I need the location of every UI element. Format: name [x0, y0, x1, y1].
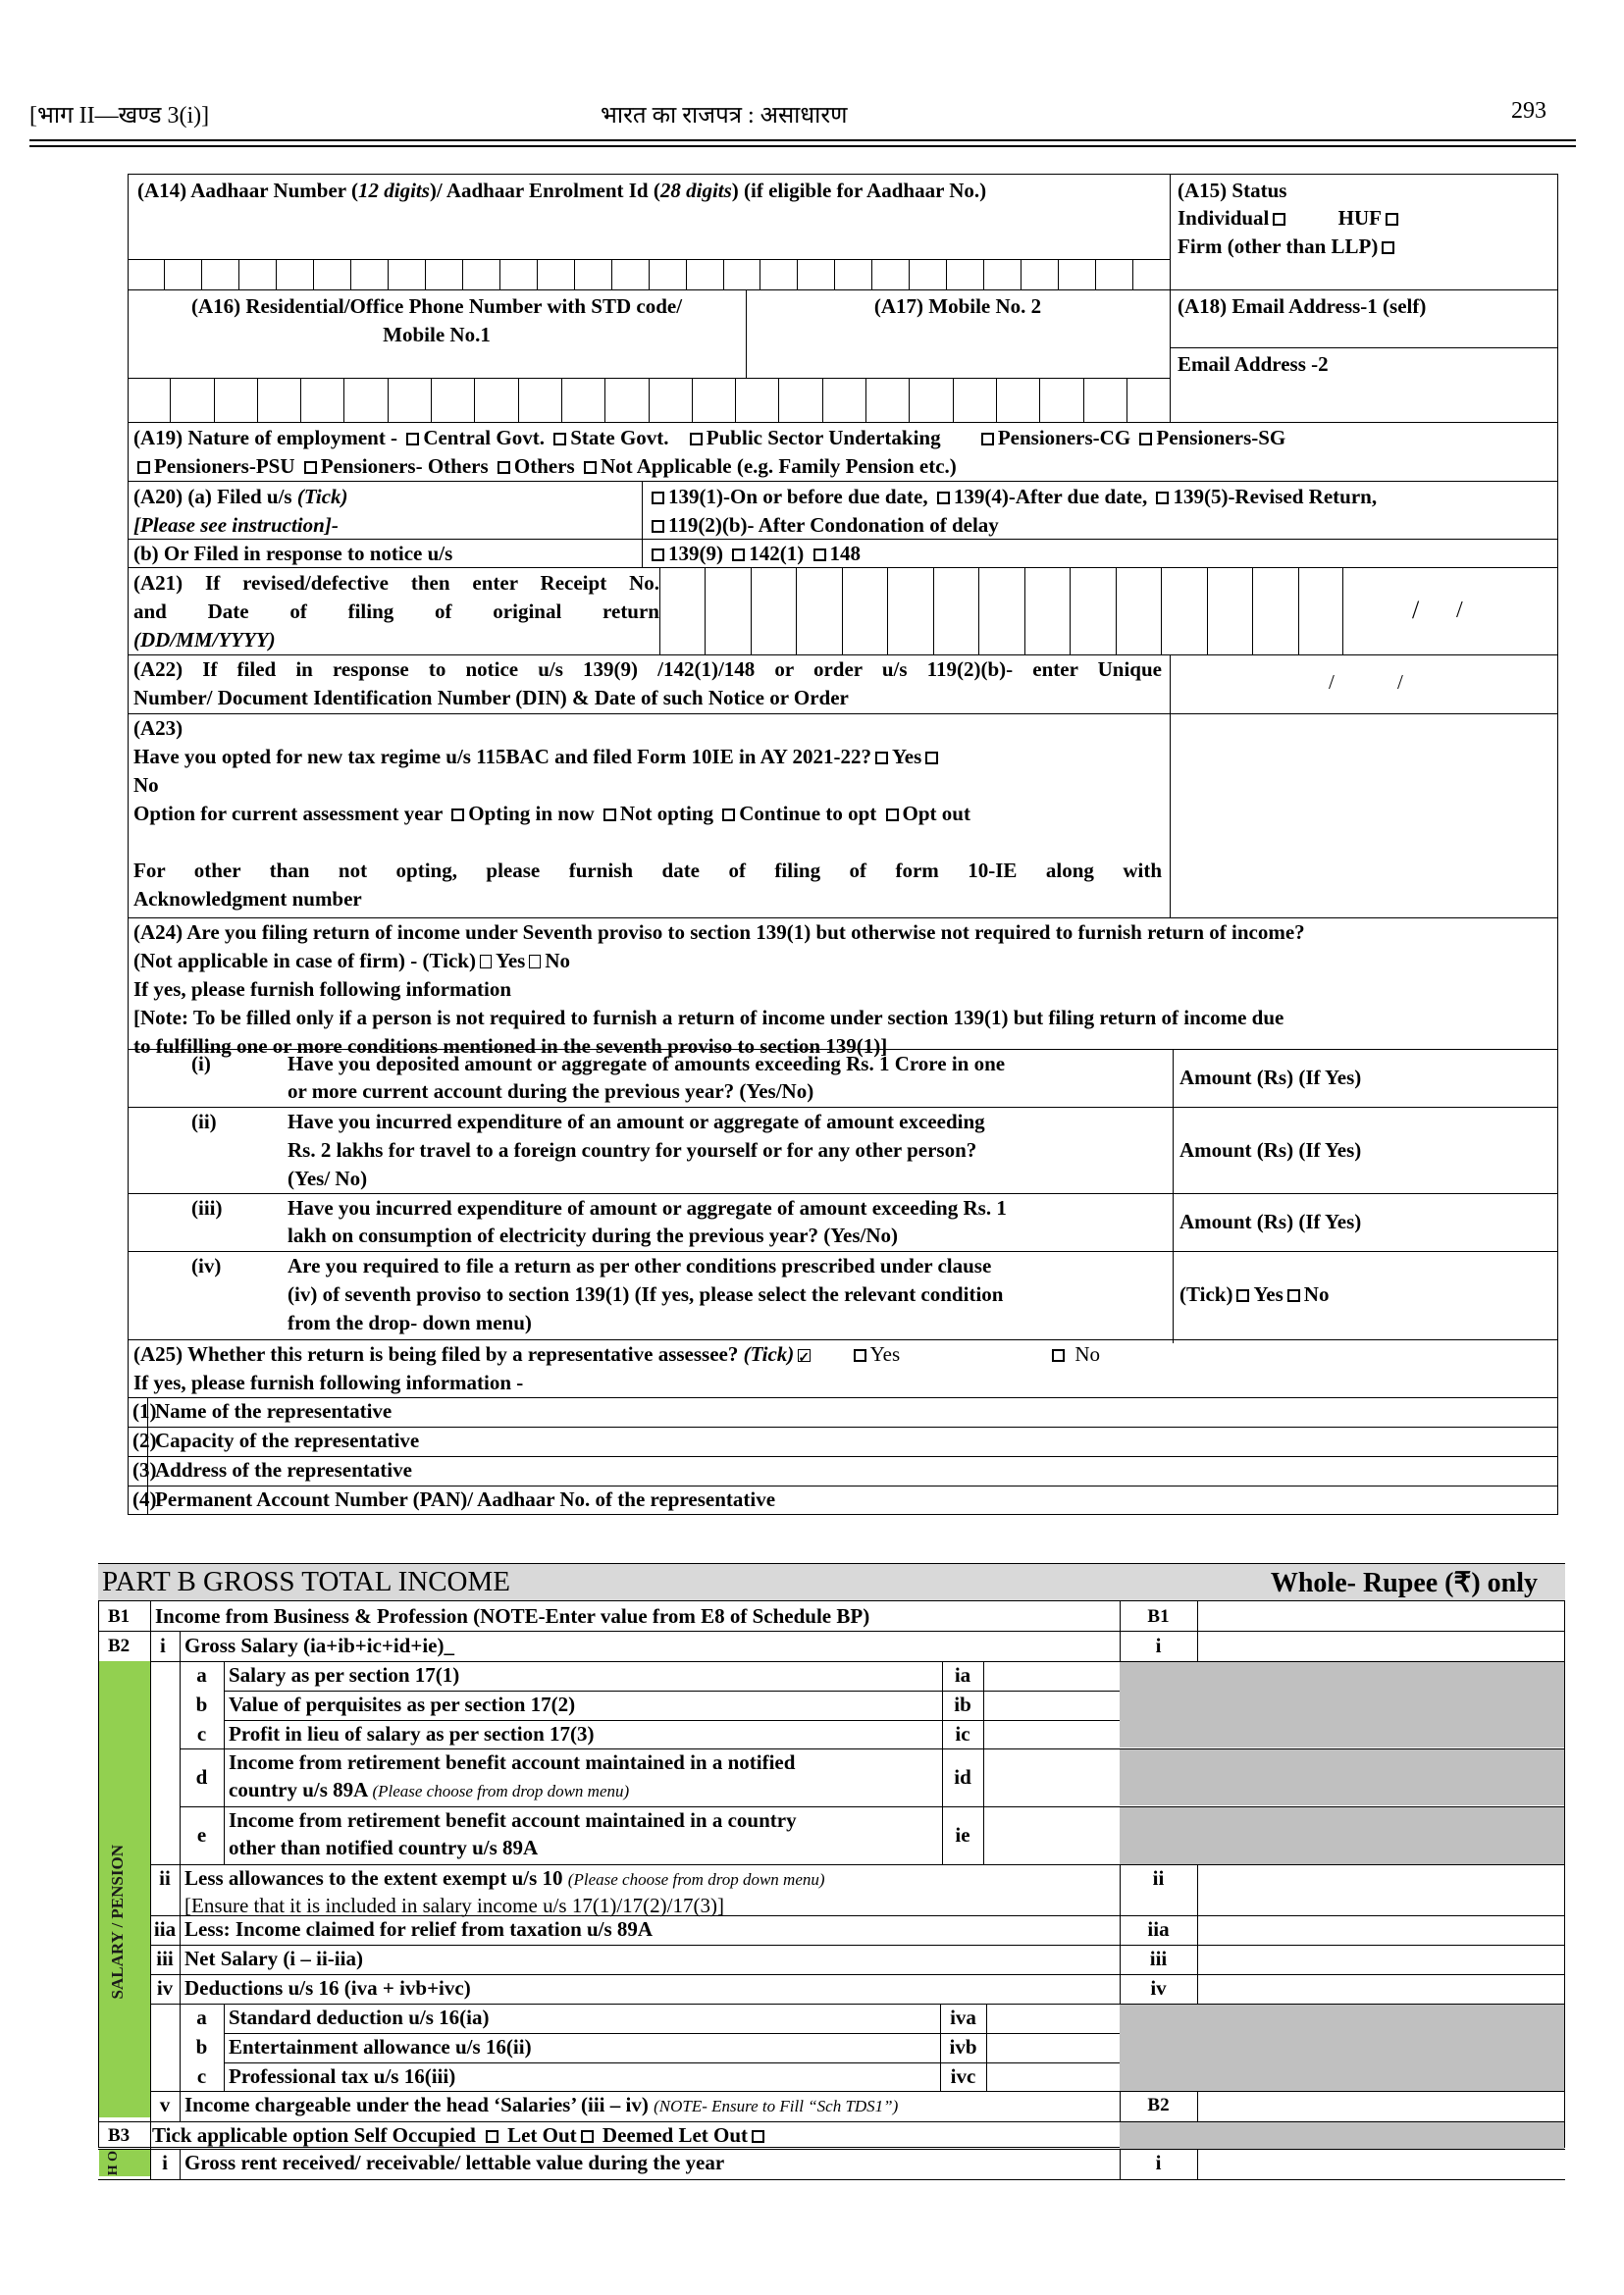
- perquisites-input[interactable]: [985, 1692, 1119, 1718]
- retirement-other-input[interactable]: [985, 1807, 1119, 1862]
- pensioners-others-checkbox[interactable]: [304, 461, 317, 474]
- others-checkbox[interactable]: [498, 461, 510, 474]
- currency-note: Whole- Rupee (₹) only: [1270, 1568, 1538, 1598]
- pensioners-cg-checkbox[interactable]: [981, 433, 994, 445]
- b1-label: Income from Business & Profession (NOTE-Enter value from E8 of Schedule BP): [155, 1604, 870, 1628]
- representative-capacity-row[interactable]: (2) Capacity of the representative: [132, 1429, 420, 1452]
- a24-item-iii: (iii) Have you incurred expenditure of amount or aggregate of amount exceeding Rs. 1 lakh on consumption of electricity during the previous year? (Yes/No) Amount (Rs) (If Yes): [191, 1196, 1362, 1247]
- gross-rent-input[interactable]: [1199, 2150, 1562, 2177]
- email-2-label: Email Address -2: [1178, 352, 1329, 376]
- deductions-16-row: iv Deductions u/s 16 (iva + ivb+ivc) iv: [150, 1974, 1565, 2004]
- a23-label: (A23): [133, 716, 183, 740]
- standard-deduction-input[interactable]: [988, 2005, 1119, 2031]
- part-b-title: PART B GROSS TOTAL INCOME: [102, 1566, 510, 1597]
- continue-to-opt-checkbox[interactable]: [722, 808, 735, 821]
- a20b-label: (b) Or Filed in response to notice u/s: [133, 542, 453, 565]
- a25-question: (A25) Whether this return is being filed by a representative assessee? (Tick) ✓ Yes No: [133, 1340, 1556, 1369]
- allowances-exempt-row: ii Less allowances to the extent exempt u/s 10 (Please choose from drop down menu) [Ensure that it is included in salary income u/s 17(1)/17(2)/17(3)] ii: [150, 1864, 1565, 1923]
- a25-yes-checkbox[interactable]: [854, 1349, 866, 1362]
- perquisites-row: b Value of perquisites as per section 17(2) ib: [180, 1691, 1120, 1720]
- filed-139-5-checkbox[interactable]: [1156, 492, 1169, 504]
- a25-no-checkbox[interactable]: [1052, 1349, 1065, 1362]
- gross-rent-row: i Gross rent received/ receivable/ lettable value during the year i: [150, 2149, 1565, 2179]
- filed-139-1-checkbox[interactable]: [652, 492, 664, 504]
- entertainment-allowance-row: b Entertainment allowance u/s 16(ii) ivb: [180, 2033, 1120, 2062]
- original-return-date-input[interactable]: / /: [1342, 568, 1556, 654]
- page-header-section: [भाग II—खण्ड 3(i)]: [29, 103, 210, 129]
- standard-deduction-row: a Standard deduction u/s 16(ia) iva: [180, 2004, 1120, 2033]
- huf-checkbox[interactable]: [1386, 213, 1398, 226]
- a25-tick-checkbox[interactable]: [798, 1349, 811, 1362]
- a17-label: (A17) Mobile No. 2: [873, 294, 1042, 318]
- a24-no-checkbox[interactable]: [529, 955, 541, 968]
- a18-label: (A18) Email Address-1 (self): [1178, 294, 1427, 318]
- gross-salary-label: Gross Salary (ia+ib+ic+id+ie)_: [184, 1634, 454, 1657]
- gross-salary-input[interactable]: [1199, 1633, 1562, 1660]
- a23-new-regime-question: Have you opted for new tax regime u/s 115BAC and filed Form 10IE in AY 2021-22? Yes: [133, 743, 1164, 771]
- salary-17-1-row: a Salary as per section 17(1) ia: [180, 1661, 1120, 1691]
- net-salary-row: iii Net Salary (i – ii-iia) iii: [150, 1945, 1565, 1974]
- relief-89a-row: iia Less: Income claimed for relief from taxation u/s 89A iia: [150, 1915, 1565, 1945]
- representative-address-row[interactable]: (3) Address of the representative: [132, 1458, 412, 1482]
- a14-label: (A14) Aadhaar Number (12 digits)/ Aadhaar Enrolment Id (28 digits) (if eligible for Aadhaar No.): [137, 179, 987, 202]
- profit-lieu-salary-row: c Profit in lieu of salary as per section 17(3) ic: [180, 1720, 1120, 1749]
- aadhaar-number-cells[interactable]: [128, 260, 1170, 289]
- retirement-notified-input[interactable]: [985, 1749, 1119, 1804]
- a24-tick: (Not applicable in case of firm) - (Tick) Yes No: [133, 949, 570, 972]
- state-govt-checkbox[interactable]: [553, 433, 566, 445]
- a20-filed-options: 139(1)-On or before due date, 139(4)-After due date, 139(5)-Revised Return,: [648, 483, 1377, 511]
- filed-119-2b-checkbox[interactable]: [652, 520, 664, 533]
- notice-142-1-checkbox[interactable]: [732, 548, 745, 561]
- notice-din-date-input[interactable]: / /: [1329, 670, 1403, 694]
- a24-item-iv: (iv) Are you required to file a return as per other conditions prescribed under clause (iv) of seventh proviso to section 139(1) (If yes, please select the relevant condition from the drop- down menu) (Tick) Yes No: [191, 1254, 1330, 1334]
- a19-employment-options: (A19) Nature of employment - Central Govt. State Govt. Public Sector Undertaking Pensioners-CG Pensioners-SG: [133, 426, 1286, 449]
- receipt-number-cells[interactable]: [659, 568, 1343, 654]
- pensioners-psu-checkbox[interactable]: [137, 461, 150, 474]
- professional-tax-input[interactable]: [988, 2063, 1119, 2090]
- form-10ie-date-ack-input[interactable]: [1172, 715, 1556, 915]
- notice-139-9-checkbox[interactable]: [652, 548, 664, 561]
- b1-code: B1: [108, 1606, 131, 1627]
- a16-label: (A16) Residential/Office Phone Number with STD code/ Mobile No.1: [190, 294, 683, 346]
- page-header-title: भारत का राजपत्र : असाधारण: [601, 103, 848, 129]
- a20-instruction: [Please see instruction]-: [133, 513, 339, 537]
- relief-89a-input[interactable]: [1199, 1916, 1562, 1943]
- self-occupied-checkbox[interactable]: [486, 2130, 498, 2143]
- a24-iv-yes-checkbox[interactable]: [1236, 1289, 1249, 1302]
- net-salary-input[interactable]: [1199, 1946, 1562, 1972]
- phone-mobile-cells[interactable]: [128, 379, 1170, 422]
- notice-148-checkbox[interactable]: [813, 548, 826, 561]
- house-property-option-row: B3 Tick applicable option Self Occupied Let Out Deemed Let Out: [98, 2121, 1120, 2149]
- retirement-notified-row: d Income from retirement benefit account maintained in a notified country u/s 89A (Please choose from drop down menu) id: [180, 1748, 1120, 1805]
- opting-in-now-checkbox[interactable]: [451, 808, 464, 821]
- page-number: 293: [1511, 98, 1546, 124]
- allowances-exempt-input[interactable]: [1199, 1865, 1562, 1921]
- filed-139-4-checkbox[interactable]: [937, 492, 950, 504]
- deductions-16-input[interactable]: [1199, 1975, 1562, 2002]
- a24-question: (A24) Are you filing return of income under Seventh proviso to section 139(1) but otherwise not required to furnish return of income?: [133, 920, 1305, 944]
- central-govt-checkbox[interactable]: [406, 433, 419, 445]
- a15-status-options: Individual HUF: [1178, 204, 1402, 233]
- b2-code: B2: [108, 1636, 131, 1656]
- professional-tax-row: c Professional tax u/s 16(iii) ivc: [180, 2062, 1120, 2092]
- a24-iv-no-checkbox[interactable]: [1287, 1289, 1300, 1302]
- psu-checkbox[interactable]: [690, 433, 703, 445]
- a24-yes-checkbox[interactable]: [480, 955, 492, 968]
- header-rule-bottom: [29, 145, 1576, 147]
- a15-label: (A15) Status: [1178, 179, 1287, 202]
- pensioners-sg-checkbox[interactable]: [1139, 433, 1152, 445]
- not-opting-checkbox[interactable]: [603, 808, 616, 821]
- a20b-notice-options: 139(9) 142(1) 148: [648, 540, 861, 568]
- part-b-title-bar: [98, 1563, 1565, 1601]
- a23-no-checkbox[interactable]: [925, 752, 938, 764]
- individual-checkbox[interactable]: [1273, 213, 1285, 226]
- a24-note: [Note: To be filled only if a person is not required to furnish a return of income under section 139(1) but filing return of income due: [133, 1006, 1284, 1029]
- opt-out-checkbox[interactable]: [886, 808, 899, 821]
- a24-item-i: (i) Have you deposited amount or aggregate of amounts exceeding Rs. 1 Crore in one or more current account during the previous year? (Yes/No) Amount (Rs) (If Yes): [191, 1052, 1362, 1103]
- header-rule-top: [29, 139, 1576, 141]
- a20-label: (A20) (a) Filed u/s (Tick): [133, 485, 348, 508]
- ho-label: H O: [106, 2151, 121, 2176]
- a23-yes-checkbox[interactable]: [875, 752, 888, 764]
- profit-lieu-salary-input[interactable]: [985, 1721, 1119, 1747]
- a22-label: (A22) If filed in response to notice u/s 139(9) /142(1)/148 or order u/s 119(2)(b)- enter Unique: [133, 657, 1162, 681]
- not-applicable-checkbox[interactable]: [584, 461, 597, 474]
- let-out-checkbox[interactable]: [581, 2130, 594, 2143]
- income-chargeable-salaries-row: v Income chargeable under the head ‘Salaries’ (iii – iv) (NOTE- Ensure to Fill “Sch TDS1”) B2: [150, 2091, 1565, 2121]
- representative-name-row[interactable]: (1) Name of the representative: [132, 1399, 393, 1423]
- salary-17-1-input[interactable]: [985, 1662, 1119, 1689]
- a24-item-ii: (ii) Have you incurred expenditure of an amount or aggregate of amount exceeding Rs. 2 lakhs for travel to a foreign country for yourself or for any other person? (Yes/ No) Amount (Rs) (If Yes): [191, 1110, 1362, 1190]
- retirement-other-row: e Income from retirement benefit account maintained in a country other than notified country u/s 89A ie: [180, 1806, 1120, 1864]
- firm-checkbox[interactable]: [1382, 241, 1394, 254]
- deemed-let-out-checkbox[interactable]: [752, 2130, 764, 2143]
- income-chargeable-salaries-input[interactable]: [1199, 2092, 1562, 2119]
- b1-amount-input[interactable]: [1199, 1602, 1562, 1630]
- representative-pan-row[interactable]: (4) Permanent Account Number (PAN)/ Aadhaar No. of the representative: [132, 1487, 776, 1511]
- entertainment-allowance-input[interactable]: [988, 2034, 1119, 2060]
- salary-pension-label: SALARY / PENSION: [108, 1845, 127, 2000]
- a21-label: (A21) If revised/defective then enter Receipt No. and Date of filing of original return: [133, 571, 659, 623]
- a23-option-current-year: Option for current assessment year Opting in now Not opting Continue to opt Opt out: [133, 802, 970, 825]
- email-input[interactable]: [1178, 381, 1550, 418]
